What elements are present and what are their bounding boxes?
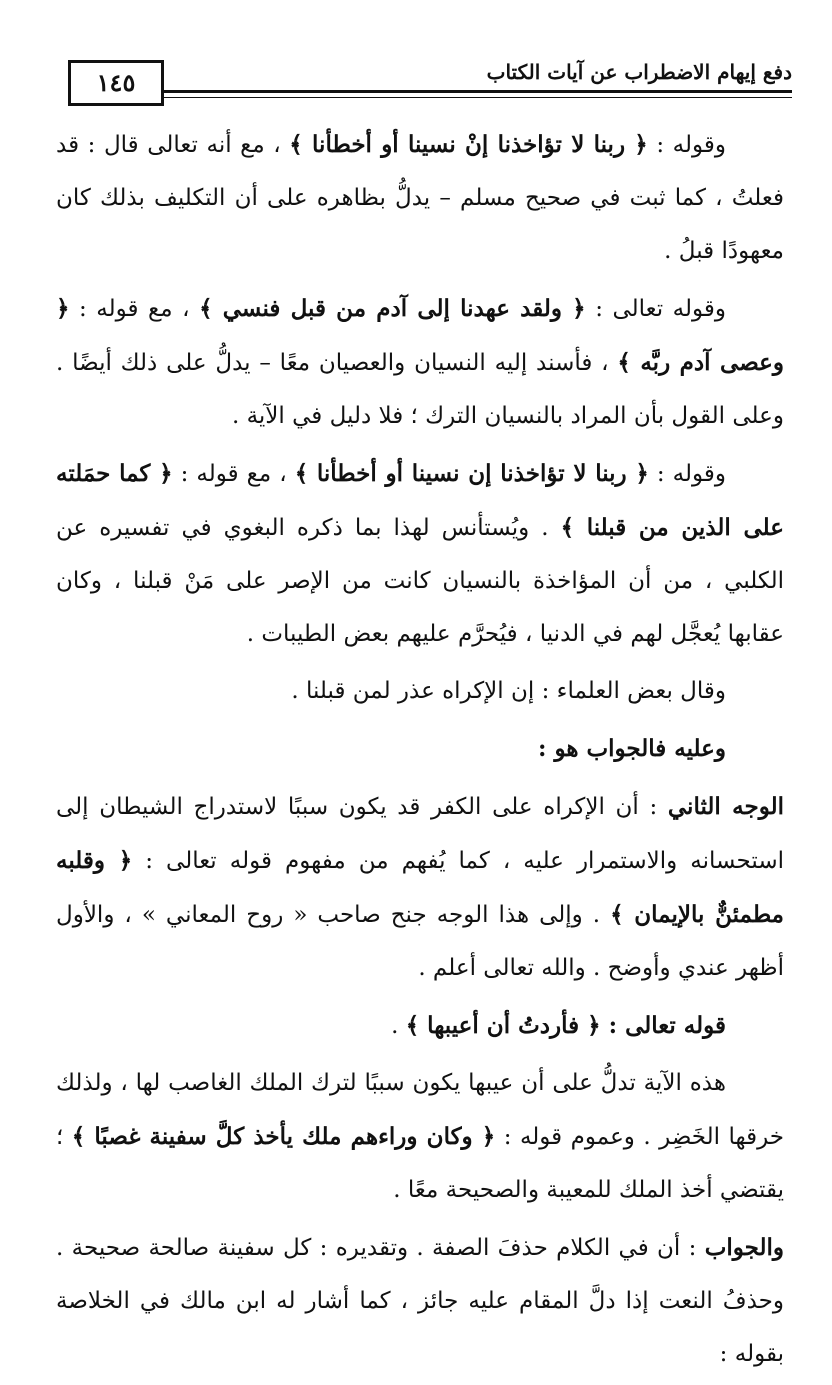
bold-text: وعليه فالجواب هو : <box>537 735 726 762</box>
bold-text: ﴿ ولقد عهدنا إلى آدم من قبل فنسي ﴾ <box>199 295 586 322</box>
paragraph <box>56 447 784 661</box>
bold-text: قوله تعالى : <box>600 1012 726 1039</box>
page-number: ١٤٥ <box>68 60 164 106</box>
paragraph <box>56 118 784 278</box>
bold-text: ﴿ ربنا لا تؤاخذنا إن نسينا أو أخطأنا ﴾ <box>294 460 649 487</box>
bold-text: ﴿ وكان وراءهم ملك يأخذ كلَّ سفينة غصبًا ﴾ <box>71 1123 496 1150</box>
text-run: . ويُستأنس لهذا بما ذكره البغوي في تفسيره عن الكلبي ، من أن المؤاخذة بالنسيان كانت من الإصر على مَنْ قبلنا ، وكان عقابها يُعجَّل لهم في الدنيا ، فيُحرَّم عليهم بعض الطيبات . <box>56 515 784 647</box>
paragraph <box>56 780 784 995</box>
text-run: . <box>391 1013 406 1039</box>
text-run: ، فأسند إليه النسيان والعصيان معًا – يدلُّ على ذلك أيضًا . وعلى القول بأن المراد بالنسيان الترك ؛ فلا دليل في الآية . <box>56 350 784 429</box>
paragraph <box>56 665 784 718</box>
bold-text: والجواب <box>704 1234 784 1261</box>
text-run: وقال بعض العلماء : إن الإكراه عذر لمن قبلنا . <box>291 678 726 704</box>
paragraph <box>56 282 784 443</box>
header-rule <box>164 90 792 93</box>
paragraph <box>56 722 784 776</box>
text-run: وقوله : <box>647 132 727 158</box>
page-header <box>40 54 792 106</box>
text-run: : أن الإكراه على الكفر قد يكون سببًا لاستدراج الشيطان إلى استحسانه والاستمرار عليه ، كما يُفهم من مفهوم قوله تعالى : <box>56 794 784 874</box>
bold-text: ﴿ كما حمَلته على الذين من قبلنا ﴾ <box>56 460 784 541</box>
body-text <box>56 118 784 1385</box>
paragraph <box>56 1057 784 1217</box>
text-run: ؛ يقتضي أخذ الملك للمعيبة والصحيحة معًا . <box>56 1124 784 1203</box>
bold-text: ﴿ فأردتُ أن أعيبها ﴾ <box>405 1012 601 1039</box>
header-rule-thin <box>164 97 792 98</box>
paragraph <box>56 1221 784 1381</box>
bold-text: ﴿ وعصى آدم ربَّه ﴾ <box>56 295 784 376</box>
text-run: . وإلى هذا الوجه جنح صاحب « روح المعاني » ، والأول أظهر عندي وأوضح . والله تعالى أعلم . <box>56 902 784 981</box>
text-run: ، مع قوله : <box>172 461 295 487</box>
text-run: ، مع أنه تعالى قال : قد فعلتُ ، كما ثبت في صحيح مسلم – يدلُّ بظاهره على أن التكليف بذلك كان معهودًا قبلُ . <box>56 132 784 264</box>
text-run: وقوله : <box>648 461 726 487</box>
text-run: وقوله تعالى : <box>585 296 727 322</box>
bold-text: ﴿ ربنا لا تؤاخذنا إنْ نسينا أو أخطأنا ﴾ <box>289 131 648 158</box>
running-title: دفع إيهام الاضطراب عن آيات الكتاب <box>486 60 792 84</box>
bold-text: الوجه الثاني <box>667 793 784 820</box>
text-run: ، مع قوله : <box>69 296 200 322</box>
text-run: : أن في الكلام حذفَ الصفة . وتقديره : كل سفينة صالحة صحيحة . وحذفُ النعت إذا دلَّ المقام عليه جائز ، كما أشار له ابن مالك في الخلاصة بقوله : <box>56 1235 784 1367</box>
text-run: هذه الآية تدلُّ على أن عيبها يكون سببًا لترك الملك الغاصب لها ، ولذلك خرقها الخَضِر . وعموم قوله : <box>56 1070 784 1150</box>
paragraph <box>56 999 784 1053</box>
bold-text: ﴿ وقلبه مطمئنٌّ بالإيمان ﴾ <box>56 847 785 928</box>
